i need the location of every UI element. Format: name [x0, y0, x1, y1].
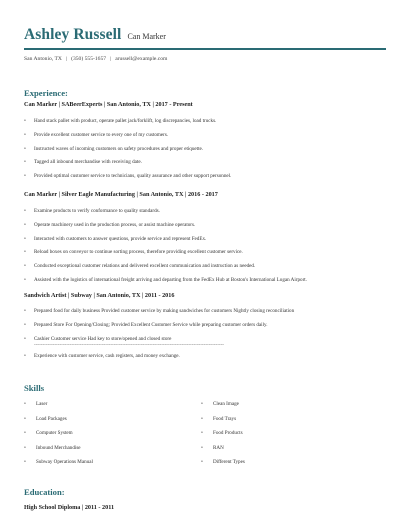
candidate-headline: Can Marker — [127, 32, 166, 41]
list-item: • Provide excellent customer service to every one of my customers. — [24, 132, 390, 138]
list-item: • Prepared food for daily business Provided customer service by making sandwiches for customers Nightly closing reconciliation — [24, 308, 390, 314]
list-item: • Examine products to verify conformance to quality standards. — [24, 208, 390, 214]
list-item: • Different Types — [201, 459, 245, 474]
list-item: • Provided optimal customer service to technicians, quality assurance and other support personnel. — [24, 173, 390, 179]
list-item: • Assisted with the logistics of international freight arriving and departing from the FedEx Hub at Boston's International Logan Airport. — [24, 277, 390, 283]
list-item: • Load Packages — [24, 416, 93, 431]
candidate-name: Ashley Russell — [24, 26, 122, 43]
list-item: • Reload boxes on conveyor to continue sorting process, therefore providing excellent customer service. — [24, 249, 390, 255]
job-heading: Can Marker | Silver Eagle Manufacturing | San Antonio, TX | 2016 - 2017 — [24, 191, 218, 198]
list-item: • Prepared Store For Opening/Closing; Provided Excellent Customer Service while preparing customer orders daily. — [24, 322, 390, 328]
contact-line — [24, 56, 167, 62]
list-item: • Conducted exceptional customer relations and delivered excellent communication and instruction as needed. — [24, 263, 390, 269]
list-item: • Clean Image — [201, 401, 245, 416]
list-item: • Food Products — [201, 430, 245, 445]
contact-separator: | — [110, 56, 112, 62]
contact-phone: (350) 555-1657 — [71, 56, 107, 62]
experience-section-title: Experience: — [24, 88, 68, 98]
list-item: • Inbound Merchandise — [24, 445, 93, 460]
education-section-title: Education: — [24, 487, 65, 497]
skills-list-left — [24, 401, 93, 474]
contact-location: San Antonio, TX — [24, 56, 62, 62]
list-item: • Experience with customer service, cash registers, and money exchange. — [24, 353, 390, 359]
list-item: • Hand stack pallet with product, operate pallet jack/forklift, log discrepancies, load trucks. — [24, 118, 390, 124]
contact-separator: | — [65, 56, 68, 62]
list-item: • Cashier Customer service Had key to store/opened and closed store — [24, 336, 390, 342]
job-heading: Sandwich Artist | Subway | San Antonio, TX | 2011 - 2016 — [24, 292, 175, 299]
header-divider — [24, 48, 386, 50]
skills-section-title: Skills — [24, 383, 45, 393]
list-item: • Subway Operations Manual — [24, 459, 93, 474]
skills-list-right — [201, 401, 245, 474]
list-item: • Laser — [24, 401, 93, 416]
job-bullets — [24, 208, 390, 283]
list-item: • Computer System — [24, 430, 93, 445]
contact-email: arussell@example.com — [115, 56, 168, 62]
list-item: • Operate machinery used in the production process, or assist machine operators. — [24, 222, 390, 228]
separator-dashes: ---------------------------------------------------------------------------------------------------------------- — [34, 341, 224, 348]
education-entry: High School Diploma | 2011 - 2011 — [24, 504, 115, 511]
list-item — [24, 342, 390, 348]
list-item: • Instructed waves of incoming customers on safety procedures and proper etiquette. — [24, 146, 390, 152]
list-item: • Tagged all inbound merchandise with receiving date. — [24, 159, 390, 165]
list-item: • Food Trays — [201, 416, 245, 431]
job-bullets — [24, 118, 390, 179]
list-item: • RAN — [201, 445, 245, 460]
job-bullets — [24, 308, 390, 359]
job-heading: Can Marker | SABeerExperts | San Antonio, TX | 2017 - Present — [24, 101, 193, 108]
list-item: • Interacted with customers to answer questions, provide service and represent FedEx. — [24, 236, 390, 242]
